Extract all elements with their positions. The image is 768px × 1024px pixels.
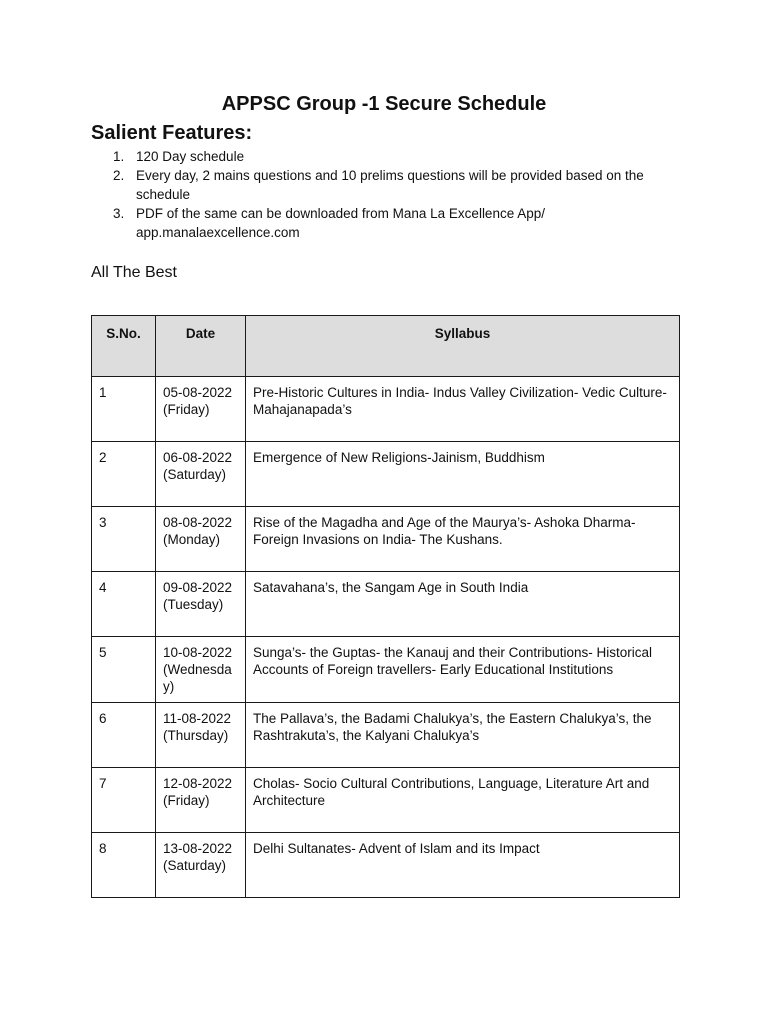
cell-sno: 6: [92, 703, 156, 768]
day-value: (Thursday): [163, 728, 229, 743]
cell-date: [156, 377, 246, 442]
day-value: (Friday): [163, 793, 210, 808]
table-row: [92, 572, 680, 637]
feature-item: [91, 147, 691, 166]
date-value: 11-08-2022: [163, 711, 232, 726]
day-value: (Saturday): [163, 858, 227, 873]
schedule-table: [91, 315, 680, 898]
cell-sno: 2: [92, 442, 156, 507]
day-value: (Friday): [163, 402, 210, 417]
header-syllabus: Syllabus: [246, 316, 680, 377]
cell-sno: 7: [92, 768, 156, 833]
cell-syllabus: Cholas- Socio Cultural Contributions, Language, Literature Art and Architecture: [246, 768, 680, 833]
table-row: [92, 833, 680, 898]
features-heading: Salient Features:: [91, 122, 253, 144]
date-value: 10-08-2022: [163, 645, 233, 660]
day-value: (Tuesday): [163, 597, 224, 612]
date-value: 06-08-2022: [163, 450, 233, 465]
date-value: 05-08-2022: [163, 385, 233, 400]
table-row: [92, 703, 680, 768]
feature-text: Every day, 2 mains questions and 10 prelims questions will be provided based on the schedule: [136, 168, 644, 202]
cell-sno: 8: [92, 833, 156, 898]
feature-number: 2.: [113, 168, 125, 183]
date-value: 08-08-2022: [163, 515, 233, 530]
cell-sno: 1: [92, 377, 156, 442]
cell-date: [156, 442, 246, 507]
cell-syllabus: Pre-Historic Cultures in India- Indus Valley Civilization- Vedic Culture- Mahajanapada’s: [246, 377, 680, 442]
features-list: [91, 147, 691, 242]
table-row: [92, 442, 680, 507]
header-date: Date: [156, 316, 246, 377]
cell-syllabus: Rise of the Magadha and Age of the Maurya’s- Ashoka Dharma- Foreign Invasions on India- The Kushans.: [246, 507, 680, 572]
cell-syllabus: Emergence of New Religions-Jainism, Buddhism: [246, 442, 680, 507]
cell-date: [156, 703, 246, 768]
table-row: [92, 507, 680, 572]
table-row: [92, 768, 680, 833]
day-value: (Monday): [163, 532, 221, 547]
cell-date: [156, 768, 246, 833]
cell-date: [156, 572, 246, 637]
date-value: 13-08-2022: [163, 841, 233, 856]
date-value: 09-08-2022: [163, 580, 233, 595]
cell-syllabus: Sunga’s- the Guptas- the Kanauj and their Contributions- Historical Accounts of Foreign travellers- Early Educational Institutions: [246, 637, 680, 703]
cell-sno: 5: [92, 637, 156, 703]
date-value: 12-08-2022: [163, 776, 233, 791]
feature-number: 1.: [113, 149, 125, 164]
cell-date: [156, 507, 246, 572]
day-value: (Saturday): [163, 467, 227, 482]
table-row: [92, 377, 680, 442]
document-title: APPSC Group -1 Secure Schedule: [221, 93, 547, 115]
feature-text: 120 Day schedule: [136, 149, 245, 164]
cell-sno: 4: [92, 572, 156, 637]
cell-date: [156, 833, 246, 898]
feature-number: 3.: [113, 206, 125, 221]
cell-date: [156, 637, 246, 703]
cell-syllabus: The Pallava’s, the Badami Chalukya’s, the Eastern Chalukya’s, the Rashtrakuta’s, the Kalyani Chalukya’s: [246, 703, 680, 768]
closing-text: All The Best: [91, 264, 177, 281]
feature-item: [91, 204, 691, 242]
day-value: (Wednesda y): [163, 662, 232, 694]
cell-sno: 3: [92, 507, 156, 572]
cell-syllabus: Delhi Sultanates- Advent of Islam and its Impact: [246, 833, 680, 898]
header-sno: S.No.: [92, 316, 156, 377]
table-row: [92, 637, 680, 703]
cell-syllabus: Satavahana’s, the Sangam Age in South India: [246, 572, 680, 637]
feature-item: [91, 166, 691, 204]
table-header-row: [92, 316, 680, 377]
feature-text: PDF of the same can be downloaded from Mana La Excellence App/ app.manalaexcellence.com: [136, 206, 545, 240]
